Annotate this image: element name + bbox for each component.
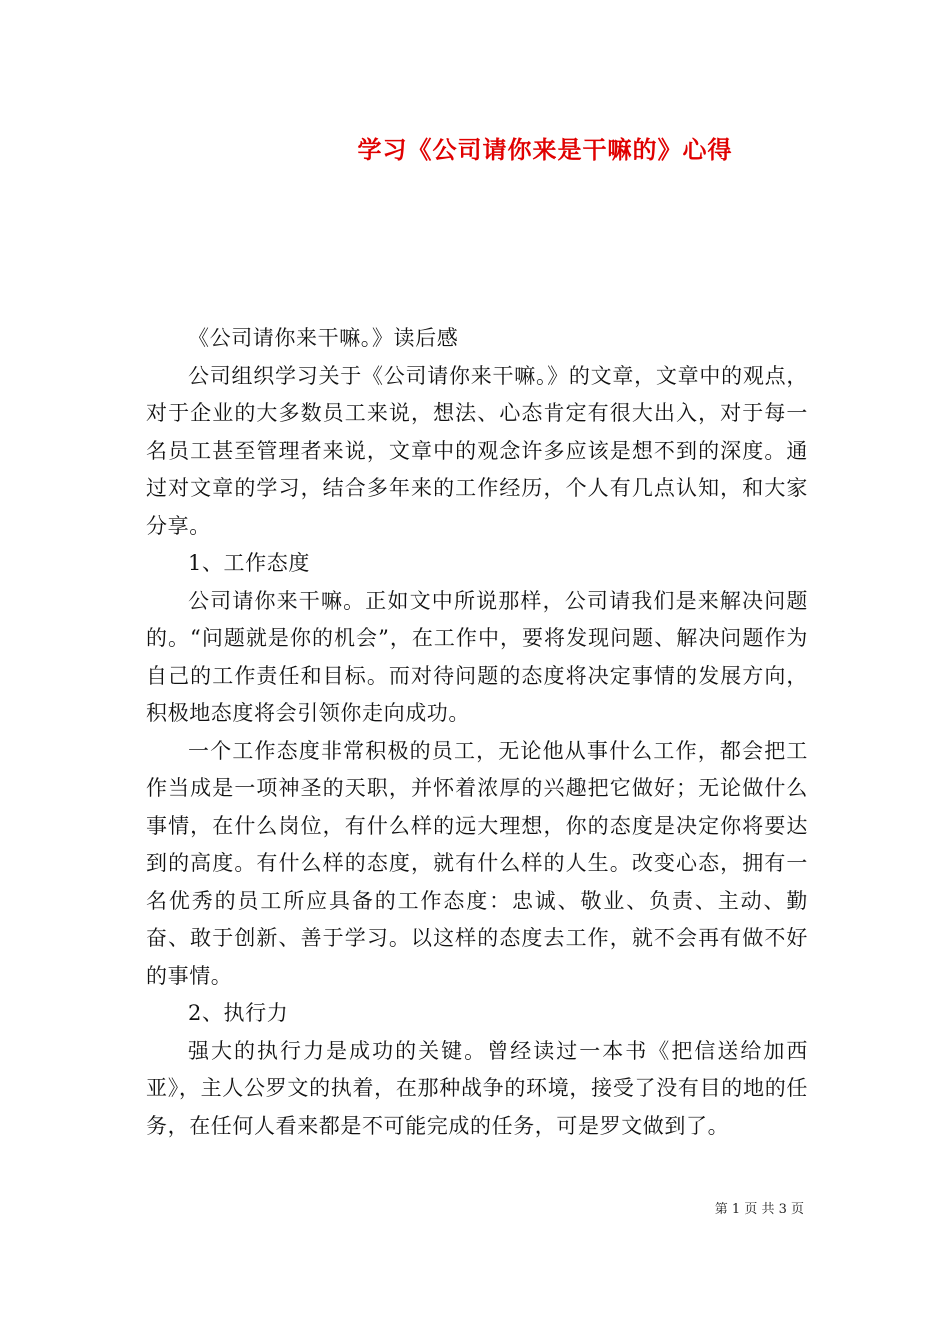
- paragraph-work-attitude-1: 公司请你来干嘛。正如文中所说那样，公司请我们是来解决问题的。“问题就是你的机会”，在工作中，要将发现问题、解决问题作为自己的工作责任和目标。而对待问题的态度将决定事情的发展方向，积极地态度将会引领你走向成功。: [146, 588, 808, 725]
- paragraph-intro: 公司组织学习关于《公司请你来干嘛。》的文章，文章中的观点，对于企业的大多数员工来说，想法、心态肯定有很大出入，对于每一名员工甚至管理者来说，文章中的观念许多应该是想不到的深度。通过对文章的学习，结合多年来的工作经历，个人有几点认知，和大家分享。: [146, 363, 808, 538]
- document-subtitle: 《公司请你来干嘛。》读后感: [188, 326, 459, 350]
- document-body: [146, 320, 808, 1145]
- page-number: 第 1 页 共 3 页: [714, 1202, 804, 1217]
- document-title: 学习《公司请你来是干嘛的》心得: [357, 135, 733, 164]
- paragraph-work-attitude-2: 一个工作态度非常积极的员工，无论他从事什么工作，都会把工作当成是一项神圣的天职，并怀着浓厚的兴趣把它做好；无论做什么事情，在什么岗位，有什么样的远大理想，你的态度是决定你将要达到的高度。有什么样的态度，就有什么样的人生。改变心态，拥有一名优秀的员工所应具备的工作态度：忠诚、敬业、负责、主动、勤奋、敢于创新、善于学习。以这样的态度去工作，就不会再有做不好的事情。: [146, 738, 808, 988]
- section-heading-work-attitude: 1、工作态度: [188, 551, 310, 575]
- section-heading-execution: 2、执行力: [188, 1001, 289, 1025]
- paragraph-execution-1: 强大的执行力是成功的关键。曾经读过一本书《把信送给加西亚》，主人公罗文的执着，在那种战争的环境，接受了没有目的地的任务，在任何人看来都是不可能完成的任务，可是罗文做到了。: [146, 1038, 808, 1138]
